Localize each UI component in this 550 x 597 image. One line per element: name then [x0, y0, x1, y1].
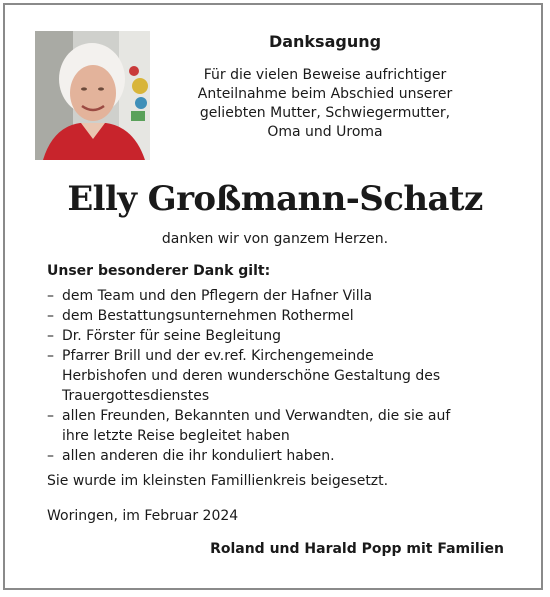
list-item-line: allen Freunden, Bekannten und Verwandten, die sie auf: [62, 408, 451, 424]
list-item: [47, 406, 517, 446]
list-dash: –: [47, 308, 54, 324]
thanks-list: [47, 286, 517, 466]
list-item-line: ihre letzte Reise begleitet haben: [62, 428, 290, 444]
thanks-line: danken wir von ganzem Herzen.: [161, 231, 389, 247]
list-item: [47, 286, 517, 306]
list-item-line: Pfarrer Brill und der ev.ref. Kirchengemeinde: [62, 348, 374, 364]
header-block: [165, 32, 485, 142]
list-item-line: dem Bestattungsunternehmen Rothermel: [62, 308, 354, 324]
list-dash: –: [47, 288, 54, 304]
intro-line: Anteilnahme beim Abschied unserer: [197, 86, 453, 102]
portrait-photo: [35, 31, 150, 160]
list-item: [47, 306, 517, 326]
list-item: [47, 346, 517, 406]
intro-line: geliebten Mutter, Schwiegermutter,: [199, 105, 451, 121]
deceased-name: Elly Großmann-Schatz: [67, 179, 483, 219]
place-date: Woringen, im Februar 2024: [47, 508, 239, 524]
notice-title: Danksagung: [268, 32, 382, 51]
list-dash: –: [47, 448, 54, 464]
intro-line: Für die vielen Beweise aufrichtiger: [203, 67, 447, 83]
intro-text: [165, 66, 485, 142]
special-thanks-heading: Unser besonderer Dank gilt:: [47, 263, 271, 279]
list-item-line: Herbishofen und deren wunderschöne Gestaltung des: [62, 368, 441, 384]
list-dash: –: [47, 408, 54, 424]
intro-line: Oma und Uroma: [267, 124, 383, 140]
list-dash: –: [47, 348, 54, 364]
list-item-line: Dr. Förster für seine Begleitung: [62, 328, 281, 344]
burial-note: Sie wurde im kleinsten Famillienkreis beigesetzt.: [47, 473, 389, 489]
list-item-line: dem Team und den Pflegern der Hafner Villa: [62, 288, 373, 304]
list-item: [47, 446, 517, 466]
signature: Roland und Harald Popp mit Familien: [210, 541, 504, 557]
list-item: [47, 326, 517, 346]
list-item-line: allen anderen die ihr konduliert haben.: [62, 448, 335, 464]
list-dash: –: [47, 328, 54, 344]
list-item-line: Trauergottesdienstes: [62, 388, 210, 404]
